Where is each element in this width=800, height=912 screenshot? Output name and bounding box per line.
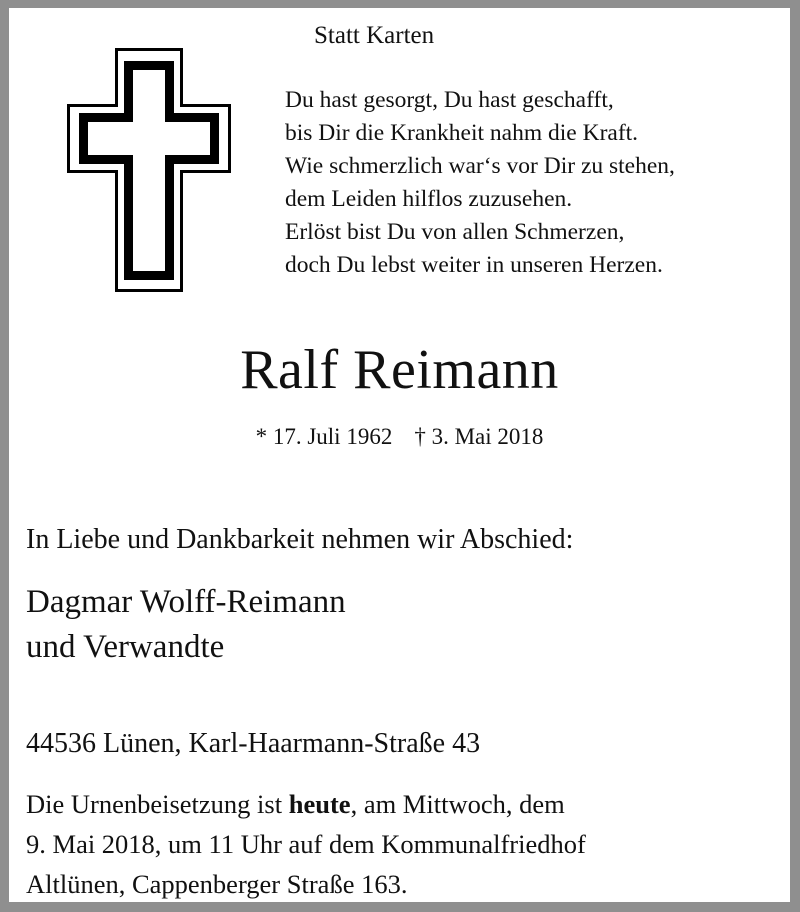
- poem: [285, 84, 675, 282]
- burial-line-2: 9. Mai 2018, um 11 Uhr auf dem Kommunalfriedhof: [26, 829, 586, 859]
- obituary-card: [9, 8, 790, 902]
- life-dates: [9, 424, 790, 450]
- poem-line: dem Leiden hilflos zuzusehen.: [285, 186, 573, 212]
- burial-text: , am Mittwoch, dem: [350, 789, 565, 819]
- burial-line-3: Altlünen, Cappenberger Straße 163.: [26, 869, 408, 899]
- mourner-line: und Verwandte: [26, 629, 225, 665]
- poem-line: Erlöst bist Du von allen Schmerzen,: [285, 219, 625, 245]
- birth-date: * 17. Juli 1962: [255, 424, 393, 449]
- farewell-line: In Liebe und Dankbarkeit nehmen wir Abschied:: [26, 524, 574, 555]
- poem-line: doch Du lebst weiter in unseren Herzen.: [285, 252, 663, 278]
- deceased-name: Ralf Reimann: [240, 339, 559, 401]
- burial-info: [26, 784, 586, 904]
- address: 44536 Lünen, Karl-Haarmann-Straße 43: [26, 728, 481, 759]
- cross-icon: [66, 47, 232, 293]
- mourner-line: Dagmar Wolff-Reimann: [26, 584, 346, 620]
- burial-line-1: [26, 784, 586, 824]
- poem-line: Du hast gesorgt, Du hast geschafft,: [285, 87, 614, 113]
- poem-line: Wie schmerzlich war‘s vor Dir zu stehen,: [285, 153, 675, 179]
- burial-today-emphasis: heute: [288, 789, 351, 819]
- header-note: Statt Karten: [314, 22, 435, 49]
- poem-line: bis Dir die Krankheit nahm die Kraft.: [285, 120, 639, 146]
- mourners: [26, 580, 346, 670]
- burial-text: Die Urnenbeisetzung ist: [26, 789, 289, 819]
- death-date: † 3. Mai 2018: [414, 424, 544, 449]
